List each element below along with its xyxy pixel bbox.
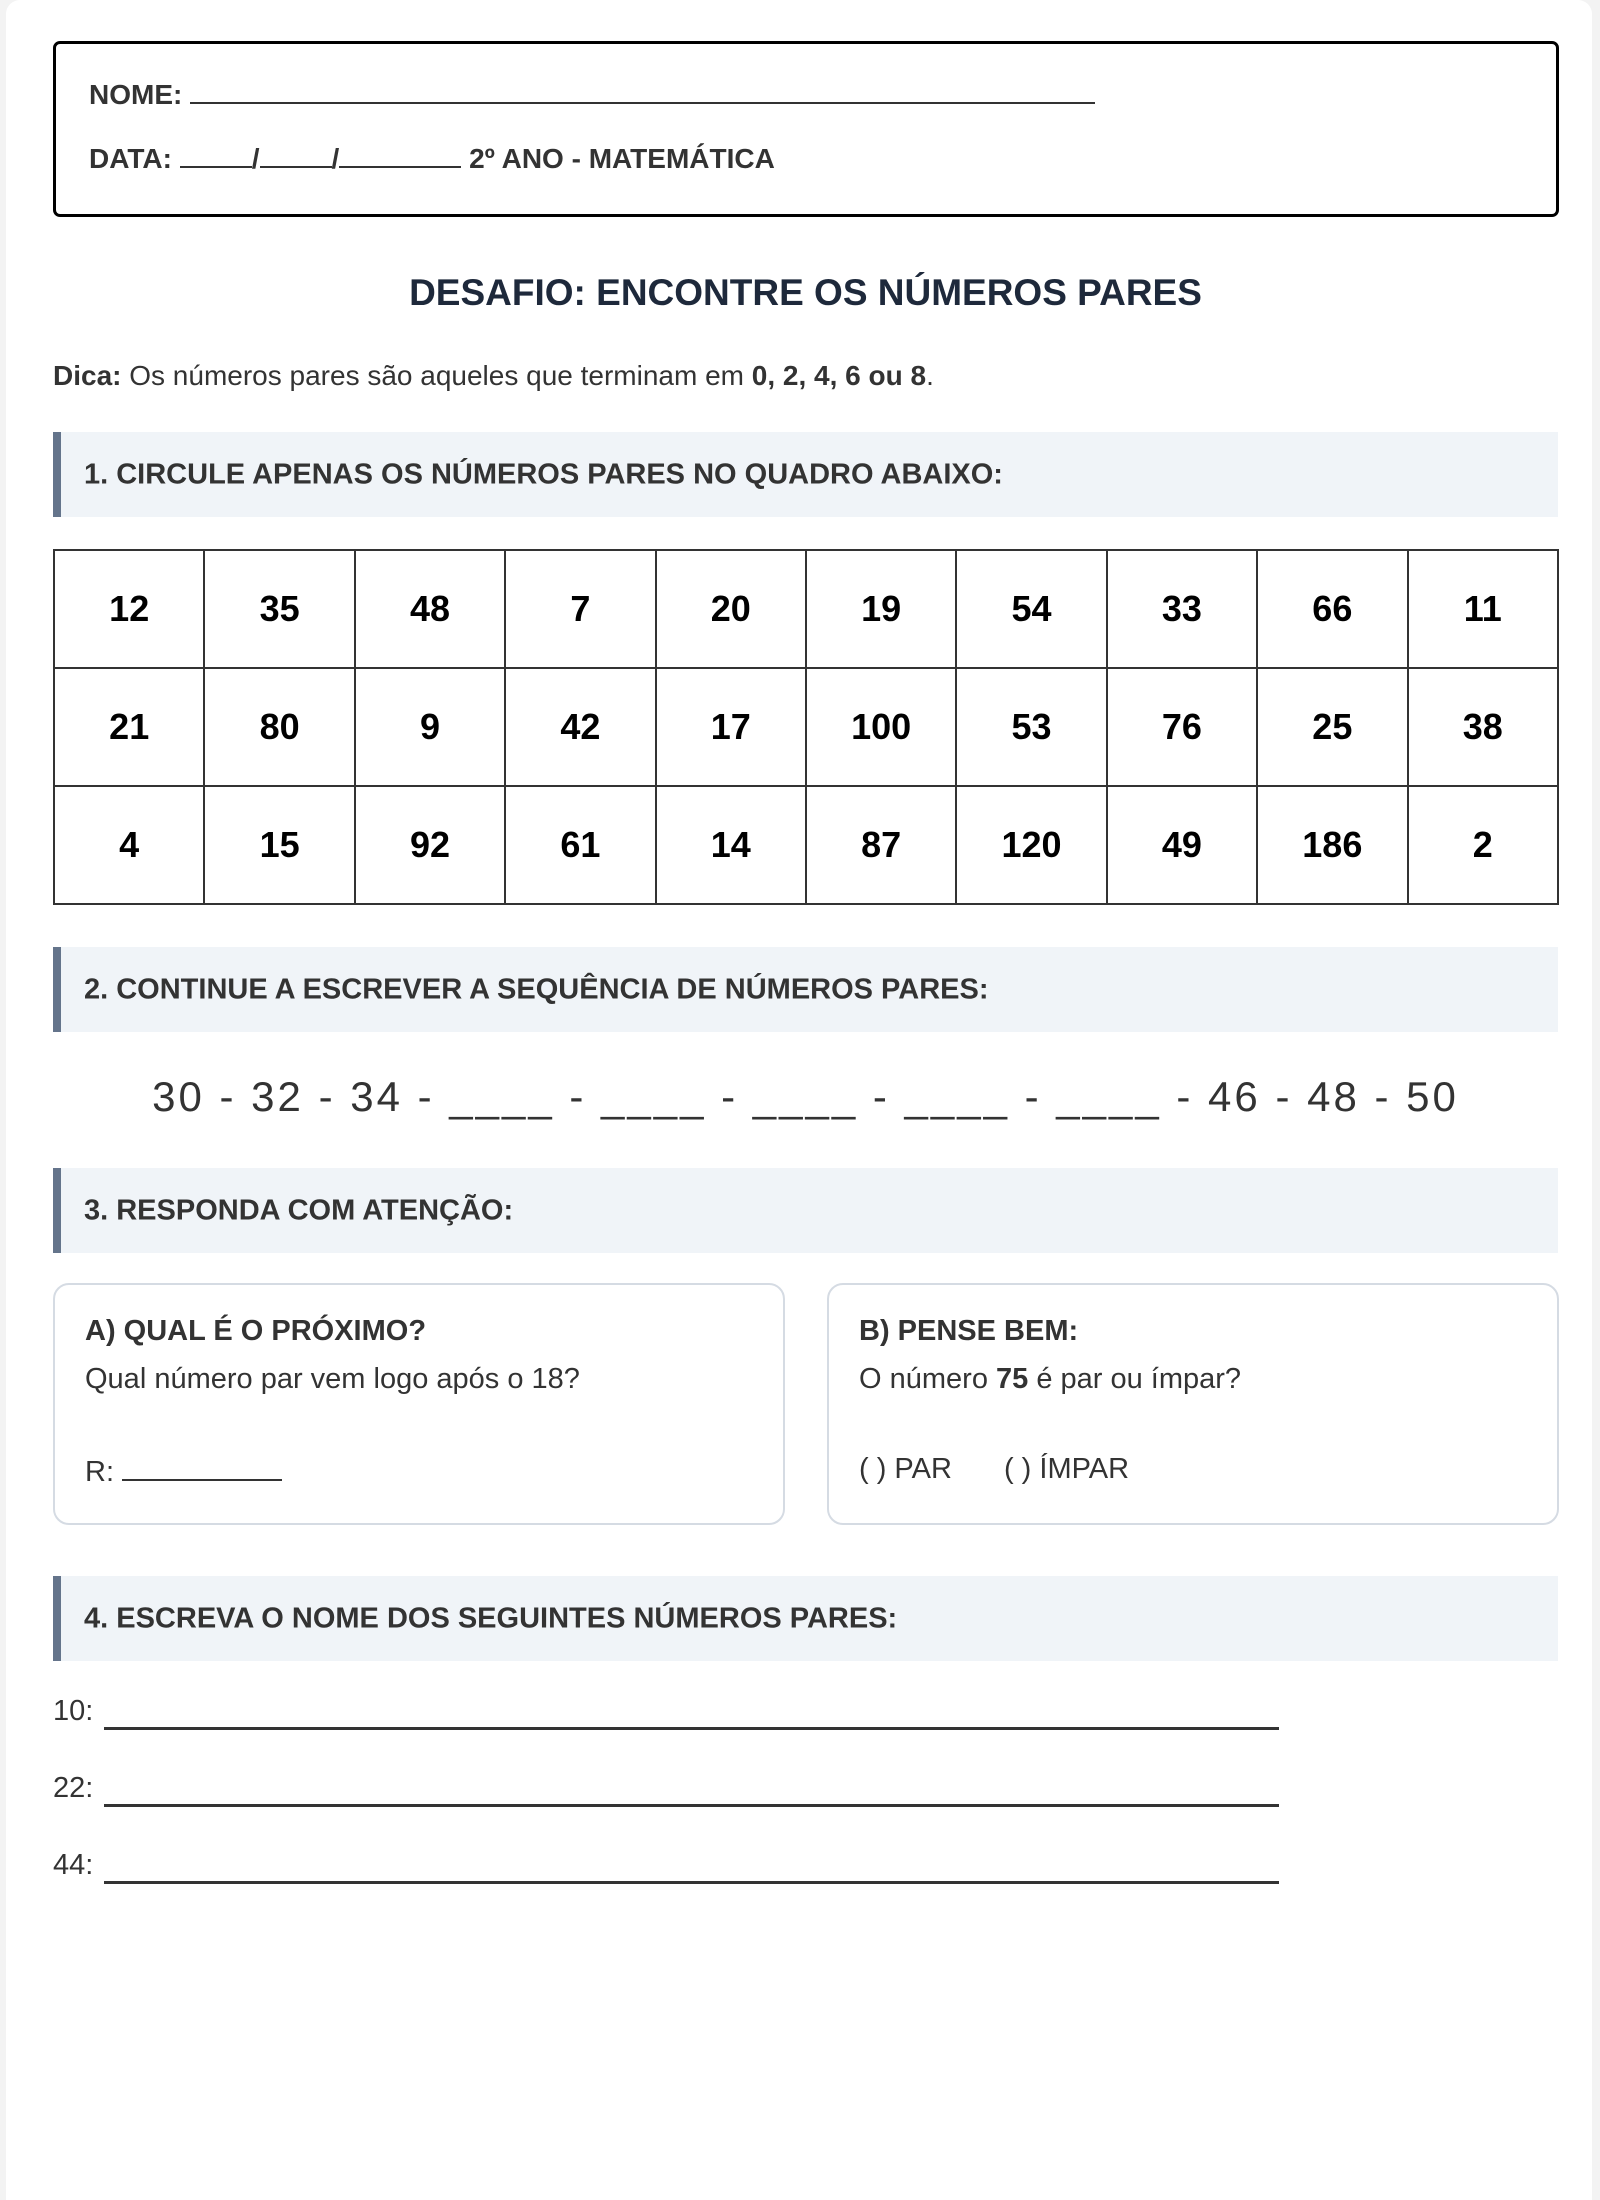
name-line	[89, 78, 1095, 111]
name-blank[interactable]	[190, 78, 1095, 104]
even-sequence[interactable]: 30 - 32 - 34 - ____ - ____ - ____ - ____ - ____ - 46 - 48 - 50	[152, 1073, 1459, 1120]
grid-cell[interactable]: 80	[204, 668, 354, 786]
tip-body: Os números pares são aqueles que terminam em	[121, 360, 752, 391]
date-line	[89, 142, 775, 175]
grid-cell[interactable]: 76	[1107, 668, 1257, 786]
grid-cell[interactable]: 4	[54, 786, 204, 904]
grid-cell[interactable]: 2	[1408, 786, 1558, 904]
grid-row	[54, 668, 1558, 786]
card-b-title: B) PENSE BEM:	[859, 1315, 1079, 1347]
name-label: NOME:	[89, 79, 183, 110]
grid-cell[interactable]: 33	[1107, 550, 1257, 668]
answer-label: R:	[85, 1456, 114, 1488]
grid-cell[interactable]: 100	[806, 668, 956, 786]
section-4-header	[53, 1576, 1558, 1661]
number-name-row	[53, 1772, 93, 1805]
grid-row	[54, 786, 1558, 904]
number-label: 10:	[53, 1695, 94, 1727]
grid-cell[interactable]: 19	[806, 550, 956, 668]
section-2-header	[53, 947, 1558, 1032]
date-separator: /	[251, 143, 260, 174]
grid-cell[interactable]: 35	[204, 550, 354, 668]
grid-cell[interactable]: 25	[1257, 668, 1407, 786]
grid-cell[interactable]: 48	[355, 550, 505, 668]
grid-cell[interactable]: 66	[1257, 550, 1407, 668]
grid-cell[interactable]: 49	[1107, 786, 1257, 904]
date-label: DATA:	[89, 143, 172, 174]
question-card-a	[53, 1283, 785, 1525]
card-a-title: A) QUAL É O PRÓXIMO?	[85, 1315, 427, 1347]
date-year-blank[interactable]	[339, 142, 461, 168]
grid-cell[interactable]: 120	[956, 786, 1106, 904]
grid-cell[interactable]: 54	[956, 550, 1106, 668]
tip-label: Dica:	[53, 360, 122, 391]
number-name-blank[interactable]	[104, 1804, 1279, 1807]
student-info-box	[53, 41, 1559, 217]
grid-cell[interactable]: 53	[956, 668, 1106, 786]
card-b-question	[859, 1363, 1241, 1396]
grid-cell[interactable]: 21	[54, 668, 204, 786]
grid-cell[interactable]: 38	[1408, 668, 1558, 786]
answer-blank[interactable]	[122, 1453, 282, 1481]
section-3-header	[53, 1168, 1558, 1253]
grade-subject: 2º ANO - MATEMÁTICA	[469, 143, 775, 174]
option-even[interactable]: ( ) PAR	[859, 1453, 952, 1485]
grid-cell[interactable]: 11	[1408, 550, 1558, 668]
grid-cell[interactable]: 14	[656, 786, 806, 904]
tip-end: .	[926, 360, 934, 391]
number-label: 44:	[53, 1849, 94, 1881]
date-month-blank[interactable]	[260, 142, 332, 168]
grid-cell[interactable]: 9	[355, 668, 505, 786]
question-post: é par ou ímpar?	[1028, 1363, 1242, 1395]
section-2-title: 2. CONTINUE A ESCREVER A SEQUÊNCIA DE NÚMEROS PARES:	[84, 973, 989, 1005]
section-3-title: 3. RESPONDA COM ATENÇÃO:	[84, 1194, 514, 1226]
grid-cell[interactable]: 61	[505, 786, 655, 904]
tip-text	[53, 360, 934, 392]
section-1-header	[53, 432, 1558, 517]
question-card-b	[827, 1283, 1559, 1525]
grid-cell[interactable]: 7	[505, 550, 655, 668]
grid-row	[54, 550, 1558, 668]
grid-cell[interactable]: 15	[204, 786, 354, 904]
grid-cell[interactable]: 17	[656, 668, 806, 786]
number-name-row	[53, 1695, 93, 1728]
page-title: DESAFIO: ENCONTRE OS NÚMEROS PARES	[409, 272, 1202, 313]
worksheet-page	[6, 0, 1592, 2200]
number-name-blank[interactable]	[104, 1727, 1279, 1730]
grid-cell[interactable]: 12	[54, 550, 204, 668]
card-a-answer	[85, 1453, 282, 1489]
date-day-blank[interactable]	[180, 142, 252, 168]
section-4-title: 4. ESCREVA O NOME DOS SEGUINTES NÚMEROS PARES:	[84, 1602, 898, 1634]
question-number: 75	[996, 1363, 1029, 1395]
grid-cell[interactable]: 20	[656, 550, 806, 668]
numbers-grid	[53, 549, 1559, 905]
grid-cell[interactable]: 87	[806, 786, 956, 904]
option-odd[interactable]: ( ) ÍMPAR	[1003, 1453, 1130, 1485]
grid-cell[interactable]: 92	[355, 786, 505, 904]
number-name-blank[interactable]	[104, 1881, 1279, 1884]
number-name-row	[53, 1849, 93, 1882]
number-label: 22:	[53, 1772, 94, 1804]
grid-cell[interactable]: 186	[1257, 786, 1407, 904]
date-separator: /	[331, 143, 340, 174]
question-pre: O número	[859, 1363, 996, 1395]
tip-digits: 0, 2, 4, 6 ou 8	[751, 360, 927, 391]
grid-cell[interactable]: 42	[505, 668, 655, 786]
card-b-options	[859, 1453, 1129, 1486]
section-1-title: 1. CIRCULE APENAS OS NÚMEROS PARES NO QUADRO ABAIXO:	[84, 458, 1003, 490]
card-a-question: Qual número par vem logo após o 18?	[85, 1363, 580, 1395]
